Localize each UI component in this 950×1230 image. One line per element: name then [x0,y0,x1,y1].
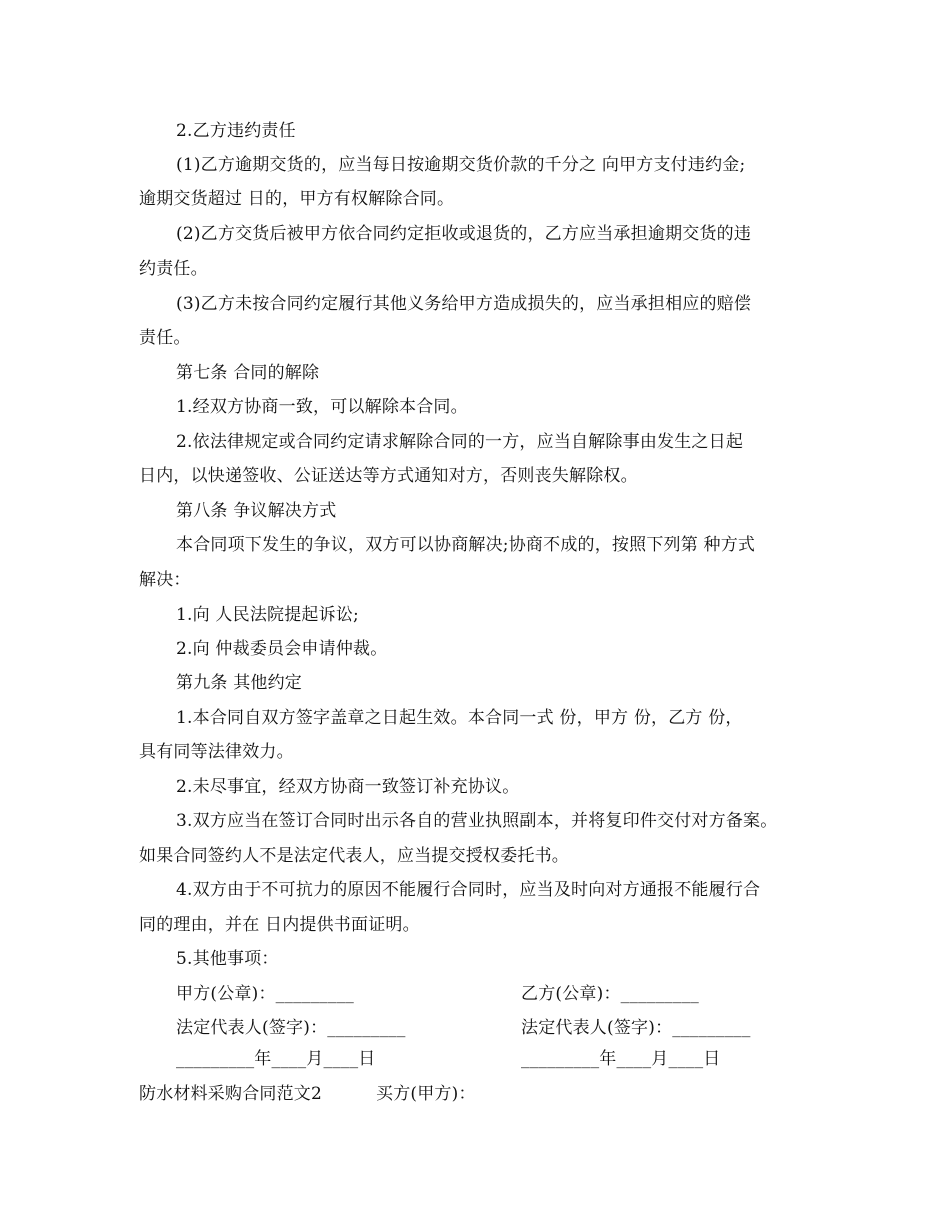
paragraph-line: 具有同等法律效力。 [139,742,294,762]
paragraph-line: (3)乙方未按合同约定履行其他义务给甲方造成损失的，应当承担相应的赔偿 [176,294,752,314]
paragraph-line: 约责任。 [139,259,208,279]
party-a-date-field: _________年____月____日 [176,1049,376,1069]
party-a-representative-field: 法定代表人(签字)：_________ [176,1018,406,1038]
paragraph-line: 2.未尽事宜，经双方协商一致签订补充协议。 [176,777,520,797]
paragraph-line: 如果合同签约人不是法定代表人，应当提交授权委托书。 [139,846,569,866]
paragraph-line: 责任。 [139,328,191,348]
party-b-date-field: _________年____月____日 [521,1049,721,1069]
article-heading: 第七条 合同的解除 [176,363,320,383]
paragraph-line: 逾期交货超过 日的，甲方有权解除合同。 [139,189,455,209]
paragraph-line: 2.向 仲裁委员会申请仲裁。 [176,639,388,659]
next-document-title: 防水材料采购合同范文2 [139,1084,323,1104]
paragraph-line: 1.经双方协商一致，可以解除本合同。 [176,397,468,417]
paragraph-line: 5.其他事项： [176,949,279,969]
paragraph-line: 1.向 人民法院提起诉讼; [176,605,359,625]
paragraph-line: 1.本合同自双方签字盖章之日起生效。本合同一式 份，甲方 份，乙方 份， [176,708,743,728]
paragraph-line: 4.双方由于不可抗力的原因不能履行合同时，应当及时向对方通报不能履行合 [176,880,761,900]
article-heading: 第八条 争议解决方式 [176,501,337,521]
paragraph-line: 2.依法律规定或合同约定请求解除合同的一方，应当自解除事由发生之日起 [176,432,744,452]
section-heading: 2.乙方违约责任 [176,121,296,141]
paragraph-line: 3.双方应当在签订合同时出示各自的营业执照副本，并将复印件交付对方备案。 [176,811,778,831]
party-b-representative-field: 法定代表人(签字)：_________ [521,1018,751,1038]
paragraph-line: 日内，以快递签收、公证送达等方式通知对方，否则丧失解除权。 [139,466,638,486]
party-b-seal-field: 乙方(公章)：_________ [521,984,699,1004]
paragraph-line: 解决： [139,570,191,590]
paragraph-line: 同的理由，并在 日内提供书面证明。 [139,915,420,935]
paragraph-line: (2)乙方交货后被甲方依合同约定拒收或退货的，乙方应当承担逾期交货的违 [176,224,752,244]
buyer-label: 买方(甲方)： [376,1084,476,1104]
paragraph-line: (1)乙方逾期交货的，应当每日按逾期交货价款的千分之 向甲方支付违约金; [176,155,746,175]
paragraph-line: 本合同项下发生的争议，双方可以协商解决;协商不成的，按照下列第 种方式 [176,535,756,555]
article-heading: 第九条 其他约定 [176,673,303,693]
party-a-seal-field: 甲方(公章)：_________ [176,984,354,1004]
